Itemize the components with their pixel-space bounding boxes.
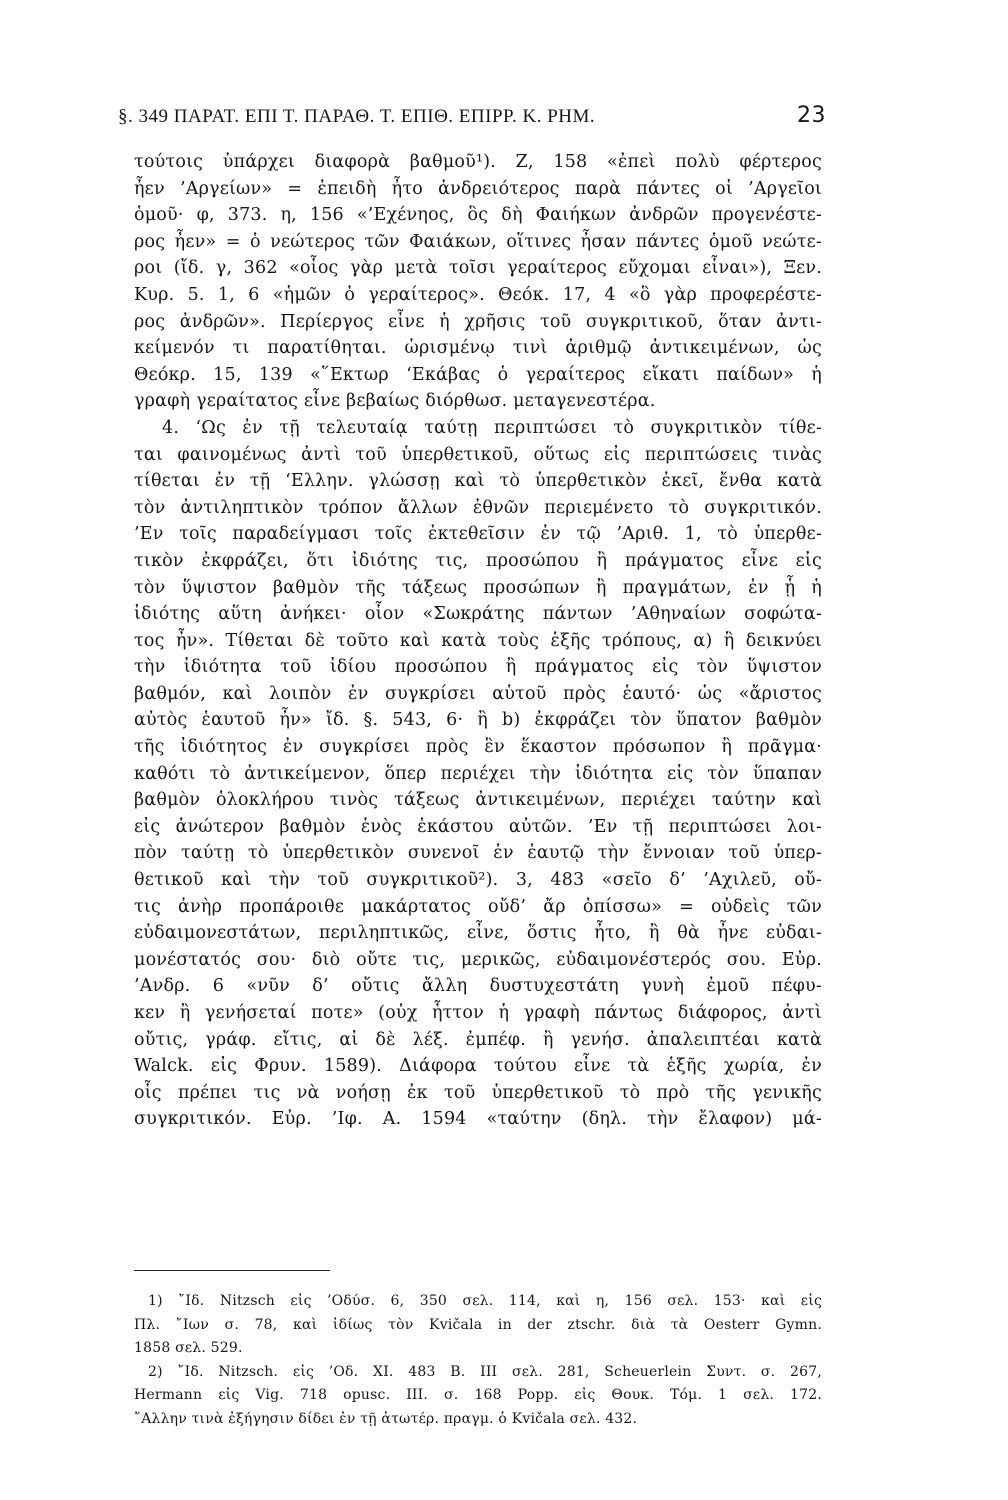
text-line: συγκριτικόν. Εὐρ. ’Ιφ. Α. 1594 «ταύτην (δηλ. τὴν ἔλαφον) μά- — [134, 1109, 822, 1130]
text-line: αὐτὸς ἑαυτοῦ ἦν» ἴδ. §. 543, 6· ἢ b) ἐκφράζει τὸν ὕπατον βαθμὸν — [134, 710, 822, 731]
text-line: Κυρ. 5. 1, 6 «ἡμῶν ὁ γεραίτερος». Θεόκ. 17, 4 «ὃ γὰρ προφερέστε- — [134, 284, 822, 305]
text-line: τούτοις ὑπάρχει διαφορὰ βαθμοῦ¹). Ζ, 158 «ἐπεὶ πολὺ φέρτερος — [134, 152, 822, 172]
text-line: ρος ἀνδρῶν». Περίεργος εἶνε ἡ χρῆσις τοῦ συγκριτικοῦ, ὅταν ἀντι- — [134, 311, 822, 332]
footnote-line: 2) ῎Ιδ. Nitzsch. εἰς ’Οδ. XI. 483 B. III σελ. 281, Scheuerlein Συντ. σ. 267, — [148, 1363, 822, 1380]
text-line: καθότι τὸ ἀντικείμενον, ὅπερ περιέχει τὴν ἰδιότητα εἰς τὸν ὕπαπαν — [134, 763, 822, 784]
text-line: ρος ἦεν» = ὁ νεώτερος τῶν Φαιάκων, οἵτινες ἦσαν πάντες ὁμοῦ νεώτε- — [134, 231, 822, 252]
text-line: εὐδαιμονεστάτων, περιληπτικῶς, εἶνε, ὅστις ἦτο, ἢ θὰ ἦνε εὐδαι- — [134, 923, 822, 944]
text-line: οὔτις, γράφ. εἴτις, αἱ δὲ λέξ. ἐμπέφ. ἢ γενήσ. ἀπαλειπτέαι κατὰ — [134, 1029, 822, 1050]
text-line: τικὸν ἐκφράζει, ὅτι ἰδιότης τις, προσώπου ἢ πράγματος εἶνε εἰς — [134, 550, 822, 571]
text-line: κείμενόν τι παρατίθηται. ὡρισμένῳ τινὶ ἀριθμῷ ἀντικειμένων, ὡς — [134, 338, 822, 359]
footnote-line: Hermann εἰς Vig. 718 opusc. III. σ. 168 Popp. εἰς Θουκ. Τόμ. 1 σελ. 172. — [134, 1387, 822, 1403]
text-line: τις ἀνὴρ προπάροιθε μακάρτατος οὔδ’ ἄρ ὀπίσσω» = οὐδεὶς τῶν — [134, 896, 822, 917]
running-header — [118, 103, 826, 128]
text-line: τὸν ὕψιστον βαθμὸν τῆς τάξεως προσώπων ἢ πραγμάτων, ἐν ᾗ ἡ — [134, 577, 822, 598]
footnote-divider — [134, 1270, 330, 1271]
page-number: 23 — [797, 103, 826, 128]
text-line: βαθμόν, καὶ λοιπὸν ἐν συγκρίσει αὑτοῦ πρὸς ἑαυτό· ὡς «ἄριστος — [134, 683, 822, 704]
footnote-line: ῎Αλλην τινὰ ἐξήγησιν δίδει ἐν τῇ ἀτωτέρ. πραγμ. ὁ Kvičala σελ. 432. — [134, 1410, 638, 1427]
text-line: γραφὴ γεραίτατος εἶνε βεβαίως διόρθωσ. μεταγενεστέρα. — [134, 391, 656, 412]
text-line: θετικοῦ καὶ τὴν τοῦ συγκριτικοῦ²). 3, 483 «σεῖο δ’ ’Αχιλεῦ, οὔ- — [134, 870, 822, 891]
text-line: ἦεν ’Αργείων» = ἐπειδὴ ἦτο ἀνδρειότερος παρὰ πάντες οἱ ’Αργεῖοι — [134, 178, 822, 199]
paragraph-start-line: 4. ‘Ως ἐν τῇ τελευταίᾳ ταύτῃ περιπτώσει τὸ συγκριτικὸν τίθε- — [162, 417, 822, 438]
text-line: εἰς ἀνώτερον βαθμὸν ἑνὸς ἑκάστου αὐτῶν. ’Εν τῇ περιπτώσει λοι- — [134, 816, 822, 837]
running-head-title: §. 349 ΠΑΡΑΤ. ΕΠΙ Τ. ΠΑΡΑΘ. Τ. ΕΠΙΘ. ΕΠΙΡΡ. Κ. ΡΗΜ. — [118, 106, 596, 127]
text-line: ται φαινομένως ἀντὶ τοῦ ὑπερθετικοῦ, οὕτως εἰς περιπτώσεις τινὰς — [134, 444, 822, 465]
text-line: τὸν ἀντιληπτικὸν τρόπον ἄλλων ἐθνῶν περιεμένετο τὸ συγκριτικόν. — [134, 497, 822, 518]
footnote-line: Πλ. ῎Ιων σ. 78, καὶ ἰδίως τὸν Kvičala in der ztschr. διὰ τὰ Oesterr Gymn. — [134, 1316, 822, 1333]
text-line: οἷς πρέπει τις νὰ νοήσῃ ἐκ τοῦ ὑπερθετικοῦ τὸ πρὸ τῆς γενικῆς — [134, 1082, 822, 1103]
text-line: τῆς ἰδιότητος ἐν συγκρίσει πρὸς ἓν ἕκαστον πρόσωπον ἢ πρᾶγμα· — [134, 737, 822, 758]
text-line: ἰδιότης αὕτη ἀνήκει· οἷον «Σωκράτης πάντων ’Αθηναίων σοφώτα- — [134, 604, 822, 625]
text-line: ’Ανδρ. 6 «νῦν δ’ οὔτις ἄλλη δυστυχεστάτη γυνὴ ἐμοῦ πέφυ- — [134, 976, 822, 997]
text-line: ροι (ἴδ. γ, 362 «οἷος γὰρ μετὰ τοῖσι γεραίτερος εὔχομαι εἶναι»), Ξεν. — [134, 258, 822, 279]
footnotes — [134, 1290, 822, 1431]
footnote-line: 1) ῎Ιδ. Nitzsch εἰς ’Οδύσ. 6, 350 σελ. 114, καὶ η, 156 σελ. 153· καὶ εἰς — [148, 1293, 822, 1309]
text-line: τίθεται ἐν τῇ ‘Ελλην. γλώσσῃ καὶ τὸ ὑπερθετικὸν ἐκεῖ, ἔνθα κατὰ — [134, 471, 822, 492]
footnote-line: 1858 σελ. 529. — [134, 1340, 243, 1356]
text-line: πὸν ταύτῃ τὸ ὑπερθετικὸν συνενοῖ ἐν ἑαυτῷ τὴν ἔννοιαν τοῦ ὑπερ- — [134, 843, 822, 864]
main-text — [134, 149, 822, 1133]
text-line: μονέστατός σου· διὸ οὔτε τις, μερικῶς, εὐδαιμονέστερός σου. Εὐρ. — [134, 949, 822, 970]
text-line: Walck. εἰς Φρυν. 1589). Διάφορα τούτου εἶνε τὰ ἑξῆς χωρία, ἐν — [134, 1056, 822, 1077]
text-line: βαθμὸν ὁλοκλήρου τινὸς τάξεως ἀντικειμένων, περιέχει ταύτην καὶ — [134, 790, 822, 811]
text-line: τος ἦν». Τίθεται δὲ τοῦτο καὶ κατὰ τοὺς ἑξῆς τρόπους, α) ἢ δεικνύει — [134, 630, 822, 651]
text-line: Θεόκρ. 15, 139 «῞Εκτωρ ‘Εκάβας ὁ γεραίτερος εἴκατι παίδων» ἡ — [134, 364, 822, 385]
text-line: ὁμοῦ· φ, 373. η, 156 «’Εχένηος, ὃς δὴ Φαιήκων ἀνδρῶν προγενέστε- — [134, 205, 822, 226]
text-line: κεν ἢ γενήσεταί ποτε» (οὐχ ἧττον ἡ γραφὴ πάντως διάφορος, ἀντὶ — [134, 1003, 822, 1023]
text-line: ’Εν τοῖς παραδείγμασι τοῖς ἐκτεθεῖσιν ἐν τῷ ’Αριθ. 1, τὸ ὑπερθε- — [134, 524, 822, 545]
text-line: τὴν ἰδιότητα τοῦ ἰδίου προσώπου ἢ πράγματος εἰς τὸν ὕψιστον — [134, 657, 822, 678]
